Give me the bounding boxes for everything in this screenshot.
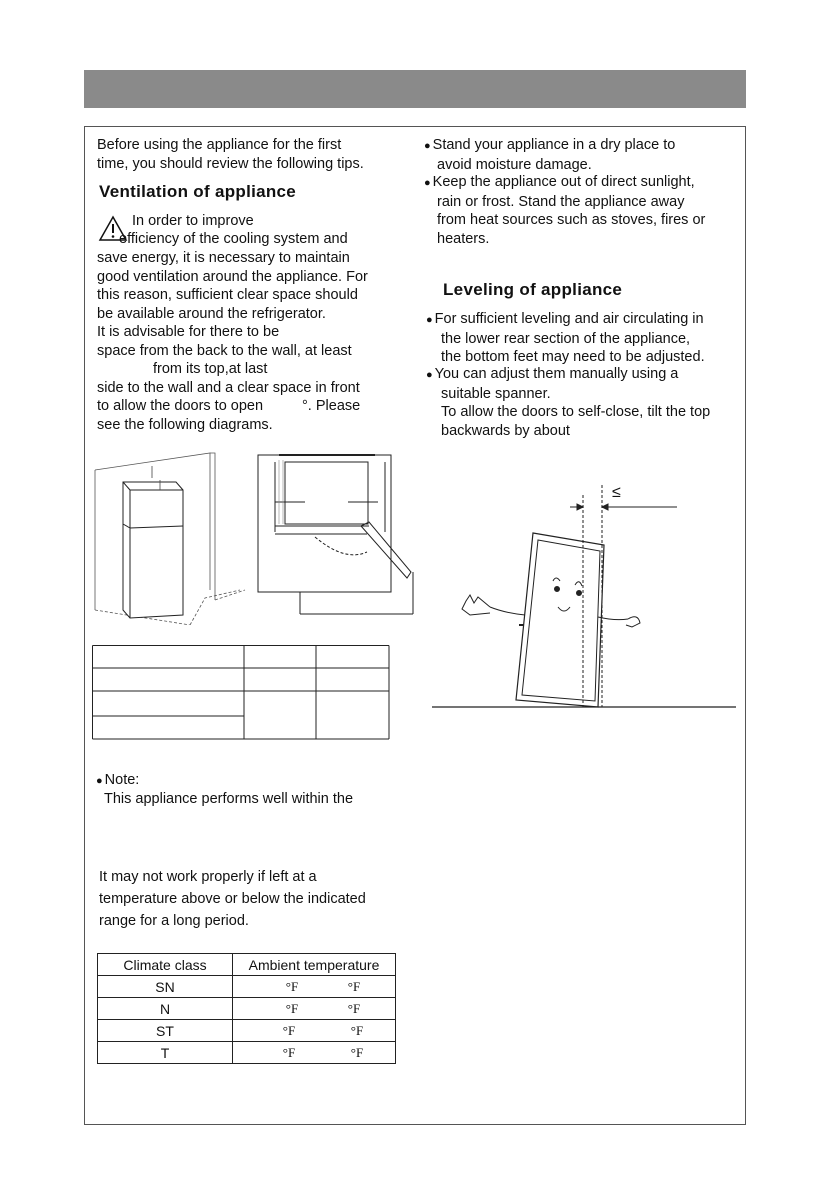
temp-cell — [233, 998, 396, 1020]
tip-line: backwards by about — [441, 422, 570, 439]
intro-line: Before using the appliance for the first — [97, 137, 342, 153]
temp-unit: °F — [347, 979, 361, 994]
tip-line: from heat sources such as stoves, fires or — [437, 212, 706, 229]
tip-line: avoid moisture damage. — [437, 156, 592, 173]
table-row — [98, 998, 396, 1020]
tip-line: Stand your appliance in a dry place to — [432, 137, 676, 153]
vent-text: to allow the doors to open — [97, 398, 264, 414]
leveling-tip — [426, 310, 705, 367]
vent-text: side to the wall and a clear space in front — [97, 380, 360, 396]
temp-unit: °F — [347, 1001, 361, 1016]
table-row — [98, 1042, 396, 1064]
tip-line: heaters. — [437, 230, 490, 247]
temp-cell — [233, 976, 396, 998]
climate-class-cell: ST — [98, 1020, 233, 1042]
intro-text — [97, 136, 364, 173]
tilt-symbol: ≤ — [612, 484, 621, 501]
fridge-room-diagram — [90, 450, 250, 625]
note-title — [96, 771, 139, 791]
header-cell: Climate class — [98, 954, 233, 976]
note-line: range for a long period. — [99, 913, 249, 929]
dry-place-tip — [424, 136, 675, 174]
table-row — [98, 976, 396, 998]
header-cell: Ambient temperature — [233, 954, 396, 976]
tip-line: rain or frost. Stand the appliance away — [437, 193, 685, 210]
table-row — [98, 1020, 396, 1042]
tip-line: You can adjust them manually using a — [434, 366, 679, 382]
tip-line: For sufficient leveling and air circulating in — [434, 311, 704, 327]
vent-text: good ventilation around the appliance. For — [97, 269, 368, 285]
temp-unit: °F — [282, 1045, 296, 1060]
temp-unit: °F — [285, 1001, 299, 1016]
table-header-row — [98, 954, 396, 976]
note-line: temperature above or below the indicated — [99, 891, 366, 907]
vent-text: see the following diagrams. — [97, 417, 273, 433]
temp-unit: °F — [350, 1045, 364, 1060]
temp-unit: °F — [282, 1023, 296, 1038]
vent-text: It is advisable for there to be — [97, 324, 280, 340]
vent-text: this reason, sufficient clear space should — [97, 287, 358, 303]
temp-unit: °F — [285, 979, 299, 994]
vent-text: space from the back to the wall, at least — [97, 343, 352, 359]
vent-text: from its top,at last — [153, 361, 268, 377]
temp-cell — [233, 1020, 396, 1042]
tip-line: suitable spanner. — [441, 385, 551, 402]
tip-line: To allow the doors to self-close, tilt the top — [441, 404, 711, 421]
climate-class-cell: T — [98, 1042, 233, 1064]
header-bar — [84, 70, 746, 108]
vent-text: efficiency of the cooling system and — [119, 231, 348, 247]
vent-text: °. Please — [302, 398, 361, 414]
climate-class-cell: SN — [98, 976, 233, 998]
top-view-diagram — [255, 452, 425, 617]
climate-class-cell: N — [98, 998, 233, 1020]
note-line: It may not work properly if left at a — [99, 869, 317, 885]
ventilation-heading: Ventilation of appliance — [99, 182, 297, 201]
tip-line: the lower rear section of the appliance, — [441, 330, 691, 347]
note-title-text: Note: — [104, 772, 140, 788]
intro-line: time, you should review the following tips. — [97, 155, 364, 172]
vent-text: be available around the refrigerator. — [97, 306, 326, 322]
vent-text: save energy, it is necessary to maintain — [97, 250, 350, 266]
tilt-fridge-illustration — [430, 485, 740, 710]
leveling-heading: Leveling of appliance — [443, 280, 623, 299]
tip-line: the bottom feet may need to be adjusted. — [441, 349, 705, 366]
note-text: This appliance performs well within the — [104, 791, 354, 807]
sunlight-tip — [424, 173, 705, 248]
spanner-tip — [426, 365, 710, 440]
temp-unit: °F — [350, 1023, 364, 1038]
clearance-table — [92, 645, 392, 741]
tip-line: Keep the appliance out of direct sunlight, — [432, 174, 695, 190]
climate-table — [97, 953, 396, 1064]
vent-text: In order to improve — [132, 213, 254, 229]
note-text-block — [99, 866, 366, 932]
temp-cell — [233, 1042, 396, 1064]
